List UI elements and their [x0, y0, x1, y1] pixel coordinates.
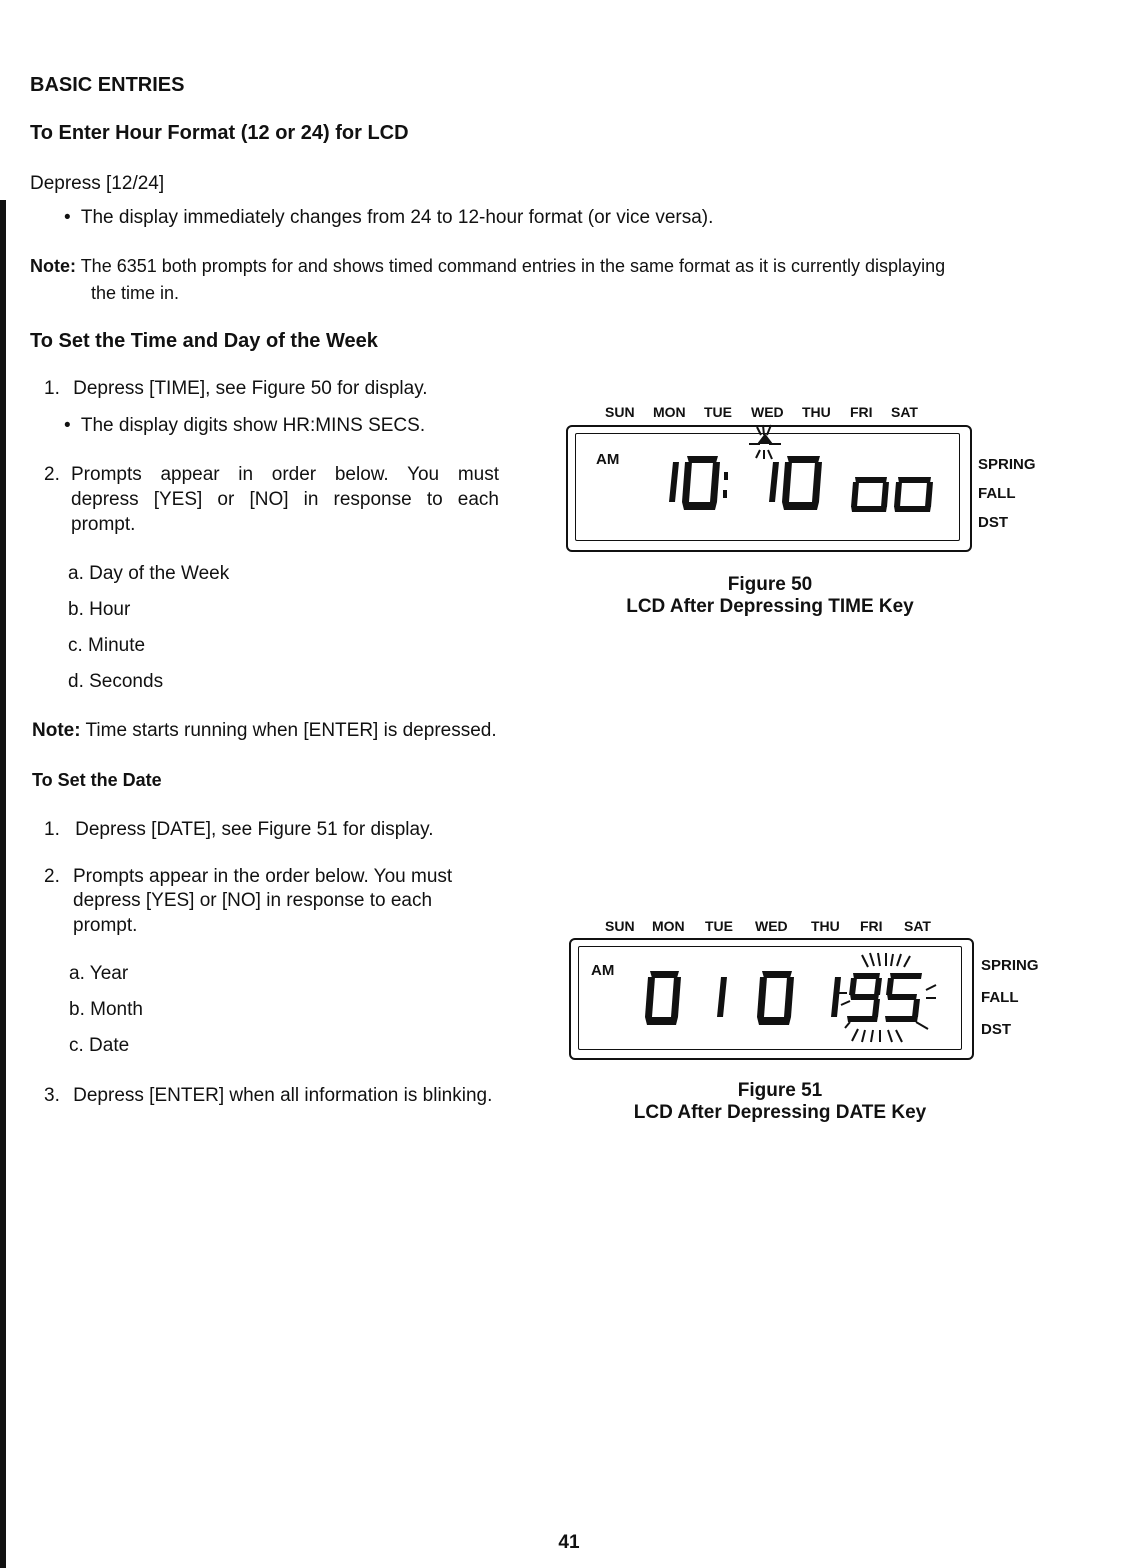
step-text: Depress [TIME], see Figure 50 for display.	[73, 378, 428, 399]
time-step-2-line-2: depress [YES] or [NO] in response to each	[71, 489, 499, 510]
lcd-time-digits	[640, 405, 960, 535]
day-thu: THU	[802, 404, 831, 420]
day-wed: WED	[751, 404, 784, 420]
label-dst: DST	[978, 514, 1008, 531]
time-step-2-line-3: prompt.	[71, 514, 136, 535]
label-spring: SPRING	[981, 957, 1039, 974]
bullet-text: The display immediately changes from 24 to 12-hour format (or vice versa).	[80, 207, 714, 228]
time-prompt-d: d. Seconds	[68, 671, 164, 692]
day-wed: WED	[755, 918, 788, 934]
digit-segments	[669, 456, 933, 512]
note-text: The 6351 both prompts for and shows timed command entries in the same format as it is currently displaying	[80, 256, 946, 276]
date-step-2-line-3: prompt.	[73, 915, 138, 936]
date-prompt-c: c. Date	[69, 1035, 130, 1056]
lcd-side-labels	[981, 950, 1039, 1046]
date-step-1	[44, 819, 433, 841]
time-prompt-a: a. Day of the Week	[68, 563, 230, 584]
day-tue: TUE	[704, 404, 732, 420]
date-prompt-b: b. Month	[69, 999, 143, 1020]
date-step-2-number: 2.	[44, 866, 60, 887]
lcd-side-labels	[978, 450, 1036, 537]
heading-hour-format: To Enter Hour Format (12 or 24) for LCD	[30, 122, 409, 144]
label-fall: FALL	[978, 485, 1016, 502]
lcd-date-digits	[630, 945, 960, 1050]
step-number: 3.	[44, 1085, 60, 1106]
section-title: BASIC ENTRIES	[30, 74, 185, 96]
scan-edge	[0, 200, 6, 1568]
bullet-icon: •	[64, 207, 71, 228]
figure-50-title: LCD After Depressing TIME Key	[626, 596, 914, 617]
day-sun: SUN	[605, 404, 635, 420]
time-bullet	[64, 415, 425, 437]
step-text: Depress [DATE], see Figure 51 for display.	[75, 819, 434, 840]
date-step-2-line-1: Prompts appear in the order below. You must	[73, 866, 453, 887]
label-dst: DST	[981, 1021, 1011, 1038]
date-step-2-line-2: depress [YES] or [NO] in response to each	[73, 890, 433, 911]
note-text: Time starts running when [ENTER] is depressed.	[85, 720, 497, 741]
time-step-1	[44, 378, 428, 400]
hour-format-step: Depress [12/24]	[30, 173, 165, 194]
blink-rays-wed	[749, 425, 781, 459]
note-label: Note:	[32, 720, 81, 741]
step-number: 1.	[44, 819, 60, 840]
day-mon: MON	[653, 404, 686, 420]
lcd-days-row	[605, 918, 945, 936]
figure-51-title: LCD After Depressing DATE Key	[633, 1102, 927, 1123]
time-note	[32, 720, 497, 742]
day-thu: THU	[811, 918, 840, 934]
step-number: 1.	[44, 378, 60, 399]
day-fri: FRI	[850, 404, 873, 420]
hour-format-bullet	[64, 207, 713, 229]
note-label: Note:	[30, 256, 76, 276]
page-number: 41	[558, 1532, 580, 1553]
figure-51-number: Figure 51	[737, 1080, 823, 1101]
date-step-3	[44, 1085, 492, 1107]
figure-50-number: Figure 50	[727, 574, 813, 595]
bullet-text: The display digits show HR:MINS SECS.	[80, 415, 426, 436]
time-step-2-line-1: Prompts appear in order below. You must	[71, 464, 499, 485]
bullet-icon: •	[64, 415, 71, 436]
hour-format-note-cont: the time in.	[91, 283, 180, 303]
lcd-am-indicator: AM	[591, 962, 615, 979]
date-prompt-a: a. Year	[69, 963, 129, 984]
time-prompt-b: b. Hour	[68, 599, 131, 620]
hour-format-note	[30, 256, 945, 277]
day-sat: SAT	[904, 918, 931, 934]
day-sat: SAT	[891, 404, 918, 420]
heading-set-date: To Set the Date	[32, 770, 162, 790]
time-step-2-number: 2.	[44, 464, 60, 485]
digit-segments	[645, 971, 922, 1025]
step-text: Depress [ENTER] when all information is blinking.	[73, 1085, 493, 1106]
day-sun: SUN	[605, 918, 635, 934]
day-tue: TUE	[705, 918, 733, 934]
label-fall: FALL	[981, 989, 1019, 1006]
figure-50-caption	[600, 574, 940, 618]
figure-51-caption	[610, 1080, 950, 1124]
heading-set-time: To Set the Time and Day of the Week	[30, 330, 378, 352]
day-mon: MON	[652, 918, 685, 934]
label-spring: SPRING	[978, 456, 1036, 473]
day-fri: FRI	[860, 918, 883, 934]
time-prompt-c: c. Minute	[68, 635, 146, 656]
lcd-am-indicator: AM	[596, 451, 620, 468]
